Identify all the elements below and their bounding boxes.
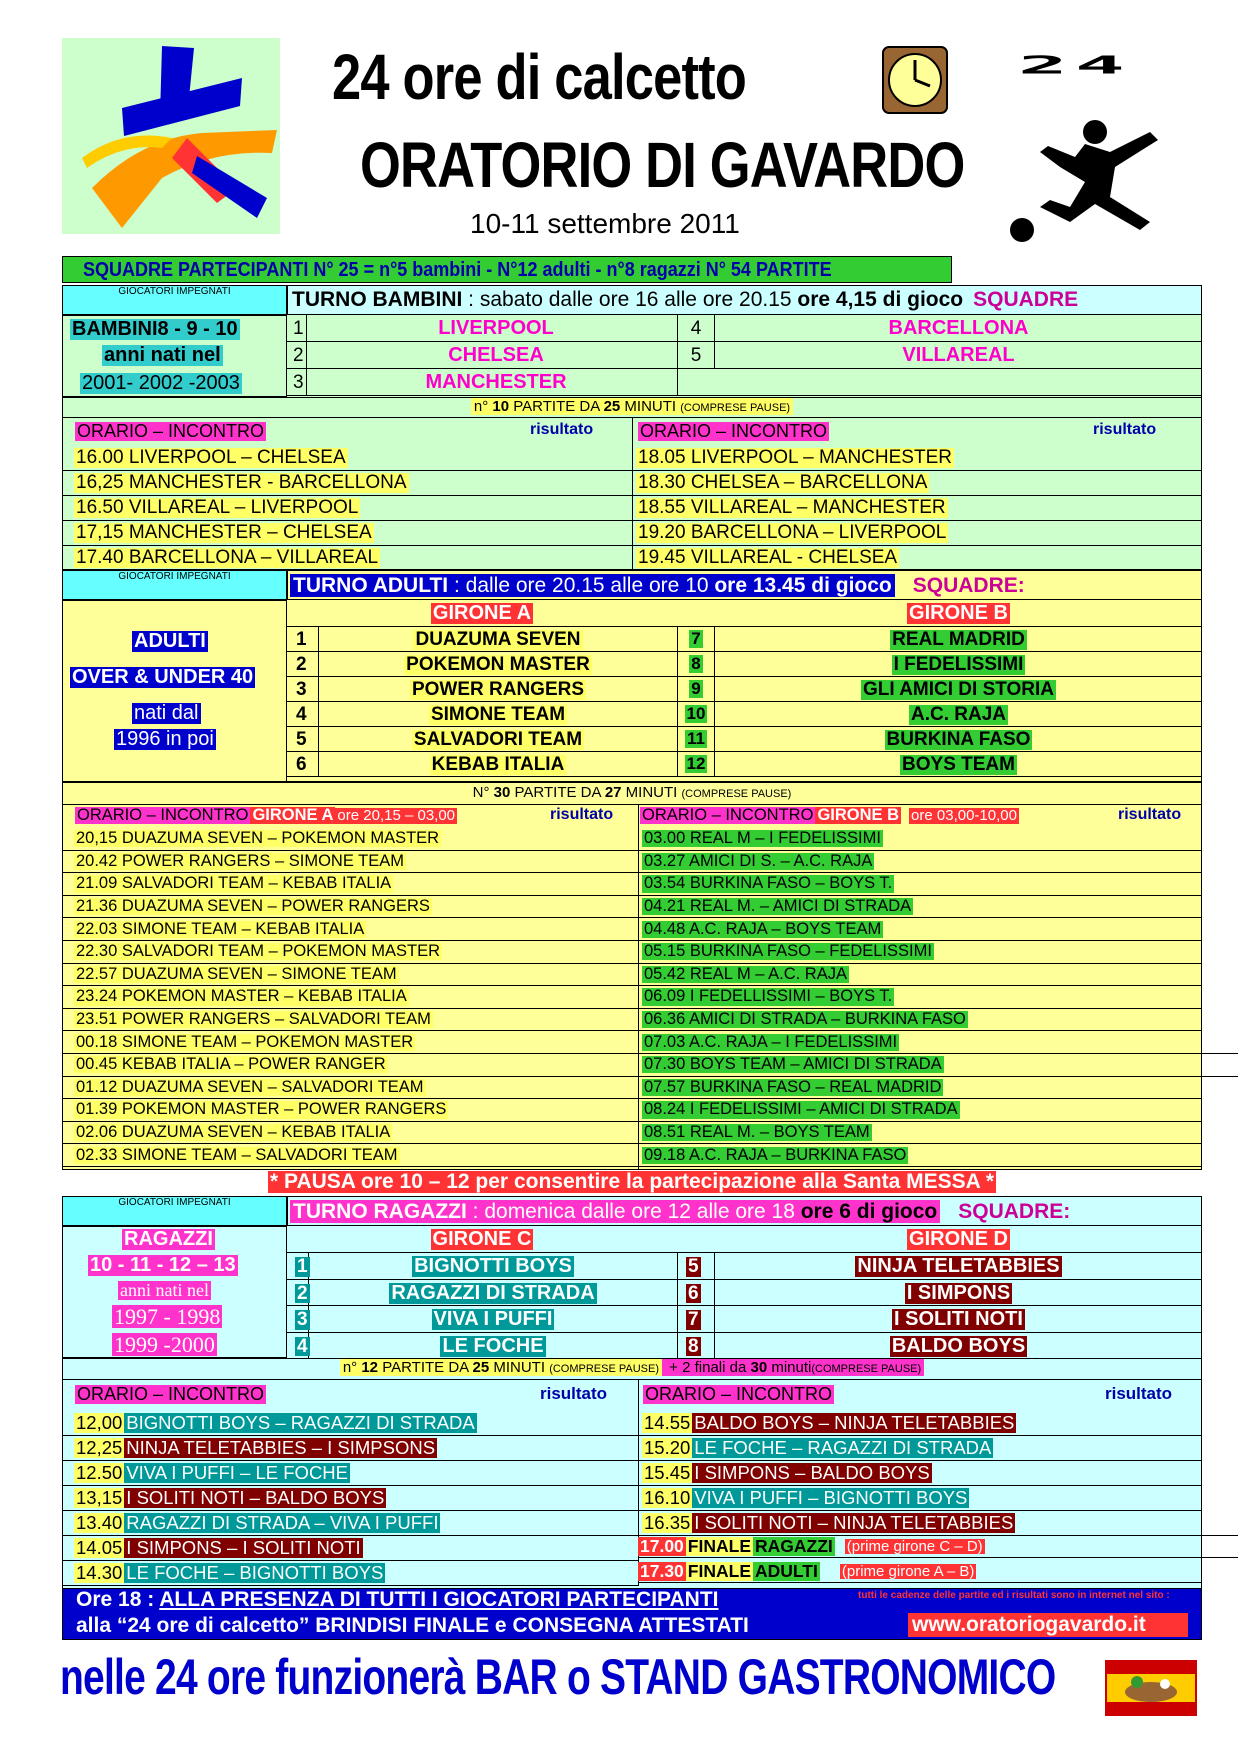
team-name-wrap [715, 704, 1202, 726]
match-text: 17.40 BARCELLONA – VILLAREAL [76, 547, 379, 569]
match-row [62, 851, 638, 874]
match-row [638, 1511, 1238, 1536]
ragazzi-r2: 10 - 11 - 12 – 13 [90, 1254, 236, 1276]
match-row [62, 446, 638, 471]
match-text: LE FOCHE – RAGAZZI DI STRADA [694, 1437, 992, 1459]
match-row [62, 1411, 638, 1436]
adulti-a2: OVER & UNDER 40 [72, 666, 254, 688]
match-text: I SIMPONS – BALDO BOYS [694, 1462, 930, 1484]
match-row [62, 1536, 638, 1561]
match-row [638, 851, 1202, 874]
ragazzi-turno: TURNO RAGAZZI : domenica dalle ore 12 alle ore 18 ore 6 di gioco SQUADRE: [290, 1200, 1070, 1224]
team-header-line [287, 600, 1202, 627]
team-name: RAGAZZI DI STRADA [391, 1281, 595, 1304]
team-name: BOYS TEAM [902, 754, 1015, 775]
team-name: DUAZUMA SEVEN [415, 629, 581, 650]
girone-c-label: GIRONE C [432, 1228, 532, 1250]
team-name: REAL MADRID [892, 629, 1025, 650]
match-row [62, 918, 638, 941]
match-text: 08.51 REAL M. – BOYS TEAM [644, 1122, 870, 1141]
match-text: 05.15 BURKINA FASO – FEDELISSIMI [644, 942, 932, 961]
team-name: POKEMON MASTER [406, 654, 590, 675]
match-text: 18.05 LIVERPOOL – MANCHESTER [638, 447, 952, 469]
match-row [62, 1144, 638, 1167]
match-text: 02.33 SIMONE TEAM – SALVADORI TEAM [76, 1145, 398, 1164]
match-row [62, 1436, 638, 1461]
match-row [62, 828, 638, 851]
team-name-wrap [715, 1335, 1202, 1358]
team-name: A.C. RAJA [910, 704, 1006, 725]
team-name-wrap [715, 1308, 1202, 1331]
team-name: KEBAB ITALIA [431, 754, 565, 775]
team-name: I SIMPONS [906, 1281, 1011, 1304]
match-row [638, 1144, 1202, 1167]
ragazzi-r3: anni nati nel [120, 1280, 209, 1300]
team-number-wrap [677, 754, 715, 774]
match-time: 15.20 [644, 1437, 691, 1459]
match-row [632, 496, 1202, 521]
team-name-wrap [715, 679, 1202, 701]
match-row [632, 446, 1202, 471]
match-text: 18.55 VILLAREAL – MANCHESTER [638, 497, 946, 519]
match-time: 15.45 [644, 1462, 691, 1484]
match-text: 00.18 SIMONE TEAM – POKEMON MASTER [76, 1032, 414, 1051]
team-number: 11 [687, 729, 705, 748]
match-text: 03.54 BURKINA FASO – BOYS T. [644, 874, 893, 893]
team-number-wrap [677, 704, 715, 724]
match-row [638, 873, 1202, 896]
match-text: 22.03 SIMONE TEAM – KEBAB ITALIA [76, 919, 365, 938]
team-number: 8 [691, 654, 701, 673]
match-time: 12,25 [76, 1437, 123, 1459]
adulti-header-left: ORARIO – INCONTRO GIRONE Aore 20,15 – 03,00 risultato [77, 806, 614, 824]
team-number: 6 [688, 1282, 699, 1304]
match-time: 13.40 [76, 1512, 123, 1534]
match-row [62, 1122, 638, 1145]
team-name: SIMONE TEAM [430, 704, 566, 725]
match-text: 16,25 MANCHESTER - BARCELLONA [76, 472, 407, 494]
team-name-wrap [715, 729, 1202, 751]
bar-stand-banner: nelle 24 ore funzionerà BAR o STAND GASTRONOMICO [60, 1649, 1056, 1705]
match-text: 03.00 REAL M – I FEDELISSIMI [644, 829, 881, 848]
participants-banner: SQUADRE PARTECIPANTI N° 25 = n°5 bambini - N°12 adulti - n°8 ragazzi N° 54 PARTITE [62, 256, 952, 283]
match-text: 21.36 DUAZUMA SEVEN – POWER RANGERS [76, 896, 430, 915]
match-row [638, 828, 1202, 851]
team-number: 5 [690, 345, 702, 366]
match-row [638, 918, 1202, 941]
footer-line2: alla “24 ore di calcetto” BRINDISI FINALE e CONSEGNA ATTESTATI [76, 1614, 749, 1637]
match-row [62, 986, 638, 1009]
match-text: 03.27 AMICI DI S. – A.C. RAJA [644, 851, 873, 870]
girone-d-label: GIRONE D [909, 1228, 1008, 1250]
badge-24: 24 [1018, 50, 1133, 80]
team-number: 4 [690, 318, 702, 339]
player-silhouette [1000, 112, 1170, 252]
team-name-wrap [715, 654, 1202, 676]
team-name-wrap [715, 629, 1202, 651]
team-number: 3 [293, 372, 304, 393]
bambini-header-left: ORARIO – INCONTRO risultato [77, 421, 594, 441]
match-text: 23.51 POWER RANGERS – SALVADORI TEAM [76, 1009, 431, 1028]
match-row [62, 1461, 638, 1486]
team-number-wrap [295, 1336, 310, 1358]
match-text: 09.18 A.C. RAJA – BURKINA FASO [644, 1145, 907, 1164]
match-text: 22.57 DUAZUMA SEVEN – SIMONE TEAM [76, 964, 397, 983]
team-name: BURKINA FASO [886, 729, 1031, 750]
bambini-partite-row: n° 10 PARTITE DA 25 MINUTI (COMPRESE PAUSE) [62, 397, 1202, 418]
team-number: 5 [688, 1256, 699, 1277]
team-number: 7 [691, 629, 701, 648]
match-time: 14.55 [644, 1412, 691, 1434]
match-row [62, 1511, 638, 1536]
ragazzi-header-left: ORARIO – INCONTRO risultato [77, 1384, 608, 1404]
match-text: 20,15 DUAZUMA SEVEN – POKEMON MASTER [76, 829, 440, 848]
adulti-ages [62, 600, 287, 782]
team-name-wrap [319, 704, 677, 726]
match-time: 14.30 [76, 1562, 123, 1584]
match-row [638, 1031, 1238, 1054]
team-name: I SOLITI NOTI [894, 1308, 1023, 1330]
match-text: 01.12 DUAZUMA SEVEN – SALVADORI TEAM [76, 1077, 424, 1096]
match-row [62, 896, 638, 919]
match-text: 07.03 A.C. RAJA – I FEDELISSIMI [644, 1032, 898, 1051]
event-date: 10-11 settembre 2011 [470, 208, 740, 239]
match-row [638, 1436, 1202, 1461]
match-text: 02.06 DUAZUMA SEVEN – KEBAB ITALIA [76, 1122, 391, 1141]
team-number: 8 [688, 1335, 699, 1357]
match-text: I SOLITI NOTI – NINJA TELETABBIES [694, 1512, 1014, 1534]
adulti-partite-row: N° 30 PARTITE DA 27 MINUTI (COMPRESE PAUSE) [62, 784, 1202, 805]
team-name-wrap [309, 1255, 677, 1278]
match-row [638, 1461, 1202, 1486]
page-title: 24 ore di calcetto [332, 41, 746, 113]
team-name-wrap [715, 1282, 1202, 1305]
match-row [632, 521, 1202, 546]
match-row [638, 1486, 1202, 1511]
final-adulti-row: 17.30 FINALE ADULTI (prime girone A – B) [638, 1561, 1202, 1583]
footer-line1: Ore 18 : ALLA PRESENZA DI TUTTI I GIOCATORI PARTECIPANTI [76, 1588, 719, 1611]
adulti-a3: nati dal [134, 702, 199, 724]
team-sep [677, 369, 678, 396]
adulti-a1: ADULTI [134, 630, 206, 652]
ragazzi-partite-row: n° 12 PARTITE DA 25 MINUTI (COMPRESE PAUSE) + 2 finali da 30 minuti(COMPRESE PAUSE) [62, 1358, 1202, 1380]
ragazzi-r5: 1999 -2000 [114, 1332, 215, 1357]
match-row [638, 1122, 1202, 1145]
match-row [62, 1054, 638, 1077]
team-number-wrap [677, 729, 715, 749]
bambini-age-3: 2001- 2002 -2003 [82, 372, 240, 394]
match-text: I SOLITI NOTI – BALDO BOYS [126, 1487, 385, 1509]
team-number: 6 [296, 754, 307, 775]
match-row [638, 986, 1202, 1009]
team-number: 1 [297, 1256, 308, 1277]
match-text: 23.24 POKEMON MASTER – KEBAB ITALIA [76, 987, 407, 1006]
match-text: 19.20 BARCELLONA – LIVERPOOL [638, 522, 947, 544]
match-time: 13,15 [76, 1487, 123, 1509]
team-name-wrap [715, 1255, 1202, 1278]
match-row [62, 873, 638, 896]
team-name: LE FOCHE [442, 1334, 544, 1357]
team-number-wrap [686, 1283, 701, 1305]
team-number-wrap [677, 679, 715, 699]
team-number-wrap [677, 629, 715, 649]
team-number: 5 [296, 729, 307, 750]
match-text: 16.50 VILLAREAL – LIVERPOOL [76, 497, 359, 519]
team-name: GLI AMICI DI STORIA [862, 679, 1055, 700]
match-text: 00.45 KEBAB ITALIA – POWER RANGER [76, 1055, 386, 1074]
match-text: VIVA I PUFFI – LE FOCHE [126, 1462, 349, 1484]
team-name-wrap [319, 754, 677, 776]
team-name: NINJA TELETABBIES [857, 1255, 1060, 1277]
team-number: 3 [297, 1309, 308, 1330]
team-name-wrap [715, 754, 1202, 776]
team-number: 10 [686, 704, 706, 723]
oratorio-logo [62, 38, 280, 234]
team-number: 9 [691, 679, 701, 698]
match-time: 16.35 [644, 1512, 691, 1534]
match-row [62, 1009, 638, 1032]
gi-label: GIOCATORI IMPEGNATI [62, 285, 287, 315]
match-row [638, 1099, 1202, 1122]
adulti-header-right: ORARIO – INCONTRO GIRONE Bore 03,00-10,00 risultato [642, 806, 1182, 824]
match-text: 01.39 POKEMON MASTER – POWER RANGERS [76, 1100, 447, 1119]
match-row [638, 1054, 1238, 1077]
match-text: 05.42 REAL M – A.C. RAJA [644, 964, 847, 983]
match-row [62, 1486, 638, 1511]
match-time: 12,00 [76, 1412, 123, 1434]
bambini-header-right: ORARIO – INCONTRO risultato [640, 421, 1157, 441]
match-text: VIVA I PUFFI – BIGNOTTI BOYS [694, 1487, 968, 1509]
match-row [62, 1031, 638, 1054]
match-text: 22.30 SALVADORI TEAM – POKEMON MASTER [76, 942, 441, 961]
match-row [62, 496, 638, 521]
team-name-wrap [309, 1282, 677, 1305]
match-text: 07.30 BOYS TEAM – AMICI DI STRADA [644, 1055, 942, 1074]
website-link[interactable]: www.oratoriogavardo.it [908, 1613, 1188, 1637]
adulti-a4: 1996 in poi [116, 728, 214, 750]
team-number-wrap [295, 1256, 310, 1278]
team-number: 2 [293, 345, 304, 366]
team-name: MANCHESTER [425, 371, 567, 393]
team-name: BALDO BOYS [891, 1334, 1026, 1357]
team-name: LIVERPOOL [438, 317, 554, 339]
clock-icon [880, 44, 950, 116]
final-ragazzi-row: 17.00 FINALE RAGAZZI (prime girone C – D) [638, 1536, 1238, 1558]
match-text: 08.24 I FEDELISSIMI – AMICI DI STRADA [644, 1100, 958, 1119]
match-text: LE FOCHE – BIGNOTTI BOYS [126, 1562, 384, 1584]
adulti-turno: TURNO ADULTI : dalle ore 20.15 alle ore 10 ore 13.45 di gioco SQUADRE: [290, 574, 1025, 598]
match-text: 06.36 AMICI DI STRADA – BURKINA FASO [644, 1009, 966, 1028]
team-number: 1 [296, 629, 307, 650]
bambini-age-1: BAMBINI8 - 9 - 10 [72, 318, 238, 340]
match-row [62, 546, 638, 571]
gi-label-ragazzi: GIOCATORI IMPEGNATI [62, 1196, 287, 1226]
ragazzi-r1: RAGAZZI [124, 1228, 213, 1250]
team-name: VILLAREAL [902, 344, 1015, 366]
team-number: 3 [296, 679, 307, 700]
match-text: 16.00 LIVERPOOL – CHELSEA [76, 447, 346, 469]
match-time: 14.05 [76, 1537, 123, 1559]
team-name: CHELSEA [448, 344, 544, 366]
girone-a-label: GIRONE A [432, 602, 532, 624]
match-text: 21.09 SALVADORI TEAM – KEBAB ITALIA [76, 874, 392, 893]
page-subtitle: ORATORIO DI GAVARDO [360, 129, 965, 201]
team-number: 4 [296, 704, 307, 725]
footer-note: tutti le cadenze delle partite ed i risultati sono in internet nel sito : [858, 1590, 1170, 1601]
team-number: 7 [688, 1309, 699, 1330]
team-number: 2 [296, 654, 307, 675]
team-name: BIGNOTTI BOYS [414, 1255, 572, 1277]
match-text: 19.45 VILLAREAL - CHELSEA [638, 547, 898, 569]
match-text: 06.09 I FEDELLISSIMI – BOYS T. [644, 987, 893, 1006]
match-row [62, 964, 638, 987]
team-name-wrap [319, 654, 677, 676]
match-text: I SIMPONS – I SOLITI NOTI [126, 1537, 361, 1559]
match-row [62, 1561, 638, 1586]
team-number: 12 [686, 754, 706, 773]
match-text: NINJA TELETABBIES – I SIMPSONS [126, 1437, 436, 1459]
match-row [62, 1099, 638, 1122]
team-number-wrap [295, 1283, 310, 1305]
team-number: 4 [297, 1335, 308, 1357]
match-text: 17,15 MANCHESTER – CHELSEA [76, 522, 372, 544]
team-number: 2 [297, 1282, 308, 1304]
team-name-wrap [319, 729, 677, 751]
match-text: 20.42 POWER RANGERS – SIMONE TEAM [76, 851, 404, 870]
match-text: 04.21 REAL M. – AMICI DI STRADA [644, 896, 912, 915]
team-header-line [287, 1226, 1202, 1253]
ragazzi-r4: 1997 - 1998 [114, 1304, 221, 1329]
girone-b-label: GIRONE B [909, 602, 1008, 624]
match-row [632, 546, 1202, 571]
team-name: POWER RANGERS [411, 679, 585, 700]
match-row [638, 1411, 1202, 1436]
match-text: 04.48 A.C. RAJA – BOYS TEAM [644, 919, 882, 938]
team-name-wrap [309, 1308, 677, 1331]
team-name-wrap [319, 629, 677, 651]
team-name: I FEDELISSIMI [893, 654, 1024, 675]
team-number-wrap [686, 1309, 701, 1331]
match-text: RAGAZZI DI STRADA – VIVA I PUFFI [126, 1512, 439, 1534]
match-row [632, 471, 1202, 496]
match-row [638, 941, 1202, 964]
bambini-age-2: anni nati nel [104, 344, 221, 366]
team-number-wrap [295, 1309, 310, 1331]
team-number: 1 [293, 318, 304, 339]
match-row [62, 941, 638, 964]
match-time: 12.50 [76, 1462, 123, 1484]
team-number-wrap [677, 654, 715, 674]
team-name: VIVA I PUFFI [433, 1308, 553, 1330]
match-row [638, 1009, 1202, 1032]
match-row [62, 1077, 638, 1100]
bambini-turno: TURNO BAMBINI : sabato dalle ore 16 alle ore 20.15 ore 4,15 di gioco SQUADRE [292, 288, 1079, 311]
team-name: BARCELLONA [888, 317, 1029, 339]
match-text: BIGNOTTI BOYS – RAGAZZI DI STRADA [126, 1412, 475, 1434]
match-text: BALDO BOYS – NINJA TELETABBIES [694, 1412, 1015, 1434]
match-time: 16.10 [644, 1487, 691, 1509]
team-name-wrap [309, 1335, 677, 1358]
match-row [62, 521, 638, 546]
match-row [638, 896, 1202, 919]
team-number-wrap [686, 1256, 701, 1278]
match-row [638, 964, 1202, 987]
pausa-banner: * PAUSA ore 10 – 12 per consentire la partecipazione alla Santa MESSA * [270, 1170, 994, 1193]
team-number-wrap [686, 1336, 701, 1358]
match-row [638, 1077, 1202, 1100]
ragazzi-header-right: ORARIO – INCONTRO risultato [645, 1384, 1173, 1404]
gi-label-adulti: GIOCATORI IMPEGNATI [62, 570, 287, 600]
match-text: 07.57 BURKINA FASO – REAL MADRID [644, 1077, 942, 1096]
food-icon [1105, 1660, 1197, 1716]
match-text: 18.30 CHELSEA – BARCELLONA [638, 472, 928, 494]
match-row [62, 471, 638, 496]
team-name: SALVADORI TEAM [413, 729, 583, 750]
team-name-wrap [319, 679, 677, 701]
